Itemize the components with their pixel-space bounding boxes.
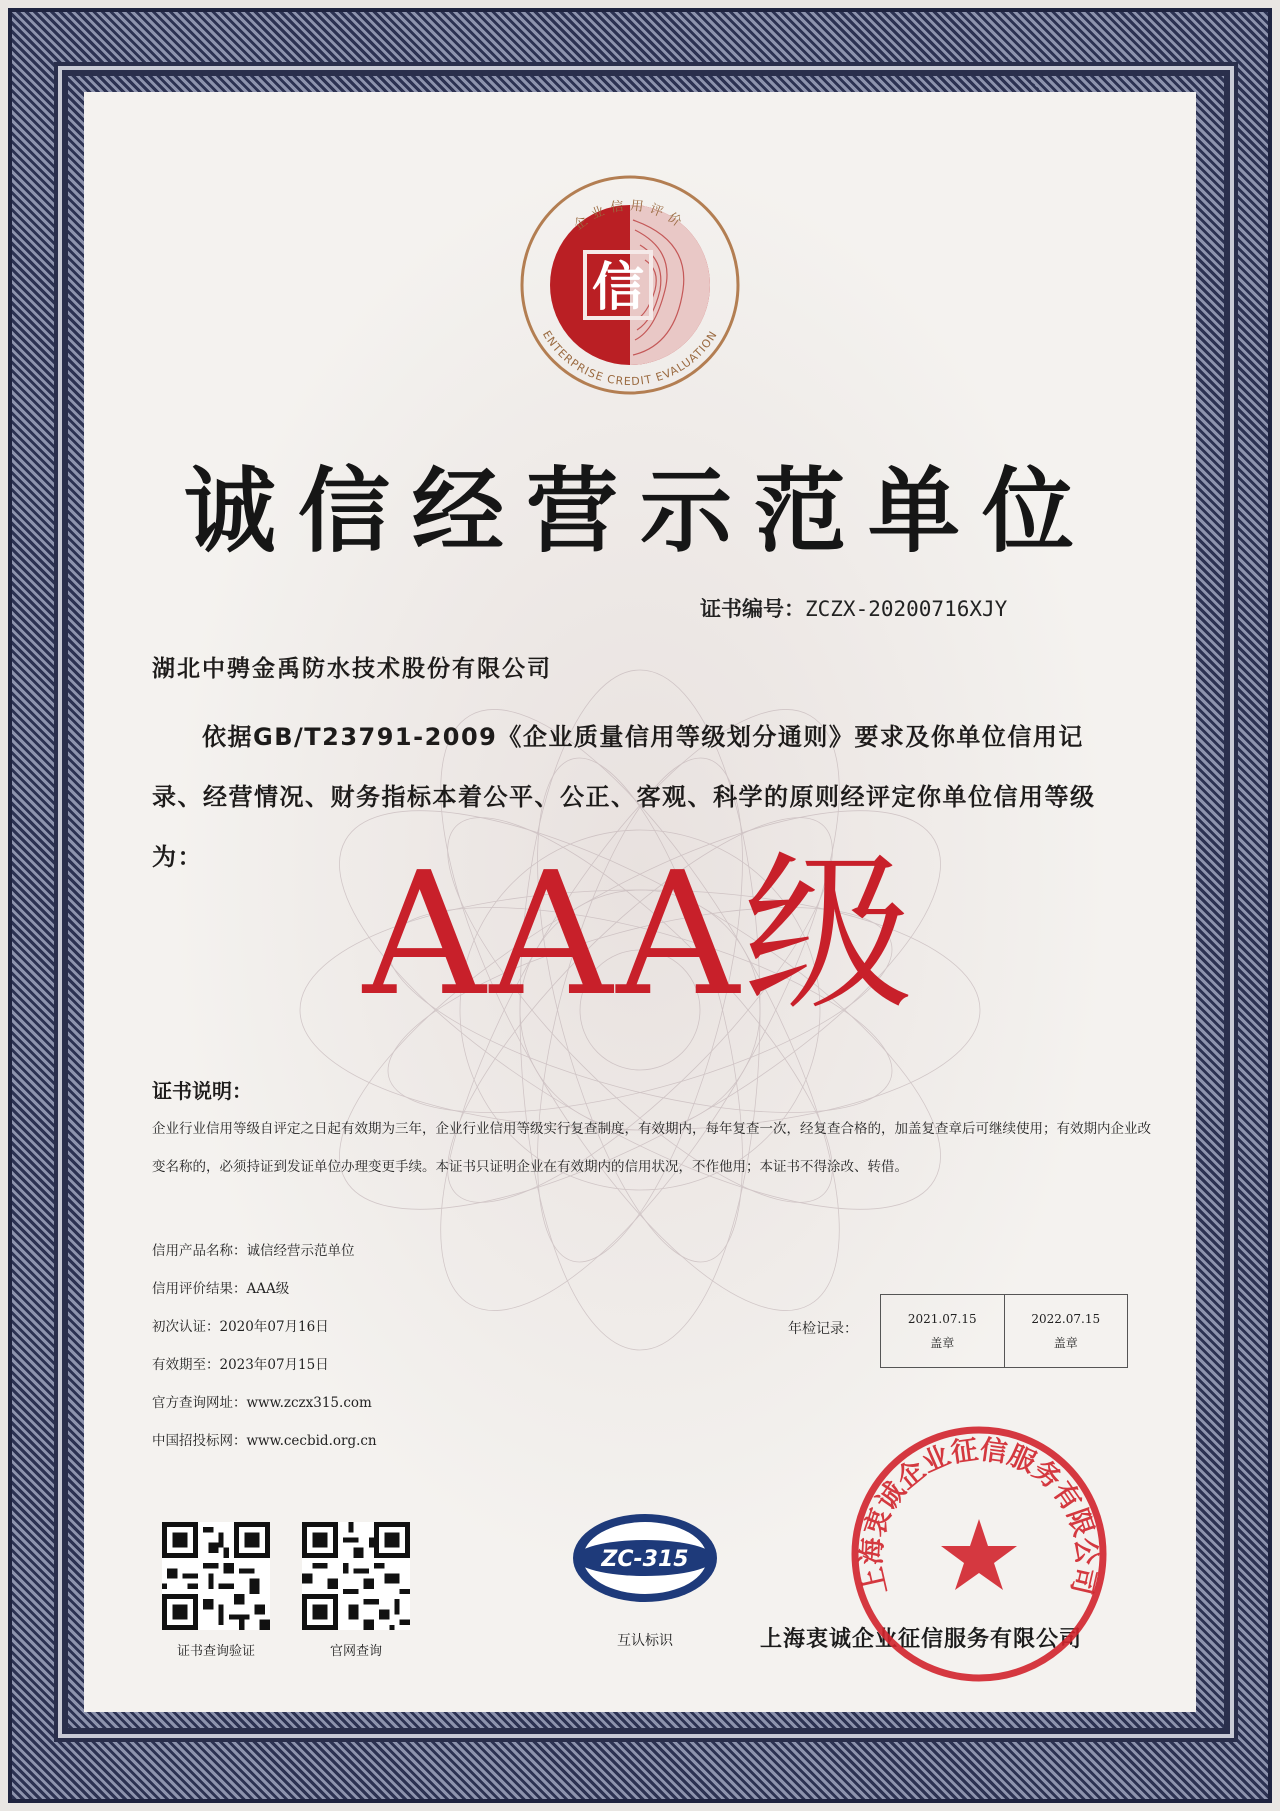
certificate-number-value: ZCZX-20200716XJY — [805, 597, 1008, 621]
inspection-label: 年检记录： — [788, 1321, 858, 1337]
zc315-text: ZC-315 — [601, 1547, 689, 1572]
emblem-ring-text: ENTERPRISE CREDIT EVALUATION — [539, 328, 721, 389]
info-row — [152, 1422, 377, 1460]
seal-text: 上海衷诚企业征信服务有限公司 — [856, 1434, 1102, 1598]
info-value: 诚信经营示范单位 — [246, 1243, 355, 1259]
info-label: 信用产品名称： — [152, 1243, 247, 1259]
info-label: 有效期至： — [152, 1357, 220, 1373]
info-value: AAA级 — [246, 1281, 290, 1297]
info-value: 2020年07月16日 — [219, 1319, 329, 1335]
inspection-date: 2022.07.15 — [1031, 1311, 1101, 1326]
info-row — [152, 1308, 377, 1346]
info-label: 中国招投标网： — [152, 1433, 247, 1449]
qr-label-website: 官网查询 — [329, 1644, 382, 1659]
credit-grade: AAA级 — [362, 836, 918, 1034]
zc315-mutual-logo — [570, 1510, 720, 1605]
notes-title: 证书说明： — [152, 1079, 252, 1103]
notes-text: 企业行业信用等级自评定之日起有效期为三年，企业行业信用等级实行复查制度，有效期内，每年复查一次，经复查合格的，加盖复查章后可继续使用；有效期内企业改变名称的，必须持证到发证单位办理变更手续。本证书只证明企业在有效期内的信用状况，不作他用；本证书不得涂改、转借。 — [152, 1121, 1151, 1175]
info-value[interactable]: www.zczx315.com — [246, 1395, 372, 1411]
emblem-char: 信 — [591, 258, 645, 318]
info-value: 2023年07月15日 — [219, 1357, 329, 1373]
seal-star-icon — [941, 1519, 1017, 1590]
info-label: 信用评价结果： — [152, 1281, 247, 1297]
info-row — [152, 1346, 377, 1384]
mutual-logo-label: 互认标识 — [617, 1633, 673, 1649]
emblem-arc-text: 企业信用评价 — [571, 198, 689, 234]
company-name: 湖北中骋金禹防水技术股份有限公司 — [152, 656, 552, 682]
inspection-date: 2021.07.15 — [907, 1311, 977, 1326]
official-red-seal — [848, 1423, 1110, 1685]
inspection-table — [880, 1294, 1128, 1368]
info-row — [152, 1384, 377, 1422]
qr-code-website[interactable] — [302, 1522, 410, 1630]
inspection-stamp: 盖章 — [930, 1335, 955, 1350]
certificate-info-list — [152, 1232, 377, 1460]
info-label: 官方查询网址： — [152, 1395, 247, 1411]
certificate-title: 诚信经营示范单位 — [183, 458, 1096, 565]
info-row — [152, 1270, 377, 1308]
issuer-name: 上海衷诚企业征信服务有限公司 — [760, 1627, 1083, 1652]
info-label: 初次认证： — [152, 1319, 220, 1335]
credit-evaluation-emblem — [515, 170, 745, 400]
qr-label-verify: 证书查询验证 — [176, 1644, 255, 1659]
inspection-record — [881, 1295, 1005, 1367]
info-value[interactable]: www.cecbid.org.cn — [246, 1433, 377, 1449]
certificate-number — [700, 593, 1007, 623]
qr-code-verify[interactable] — [162, 1522, 270, 1630]
certificate-number-label: 证书编号： — [700, 597, 805, 621]
evaluation-statement: 依据GB/T23791-2009《企业质量信用等级划分通则》要求及你单位信用记录、经营情况、财务指标本着公平、公正、客观、科学的原则经评定你单位信用等级为： — [152, 723, 1096, 871]
inspection-stamp: 盖章 — [1053, 1335, 1078, 1350]
inspection-record — [1005, 1295, 1128, 1367]
info-row — [152, 1232, 377, 1270]
